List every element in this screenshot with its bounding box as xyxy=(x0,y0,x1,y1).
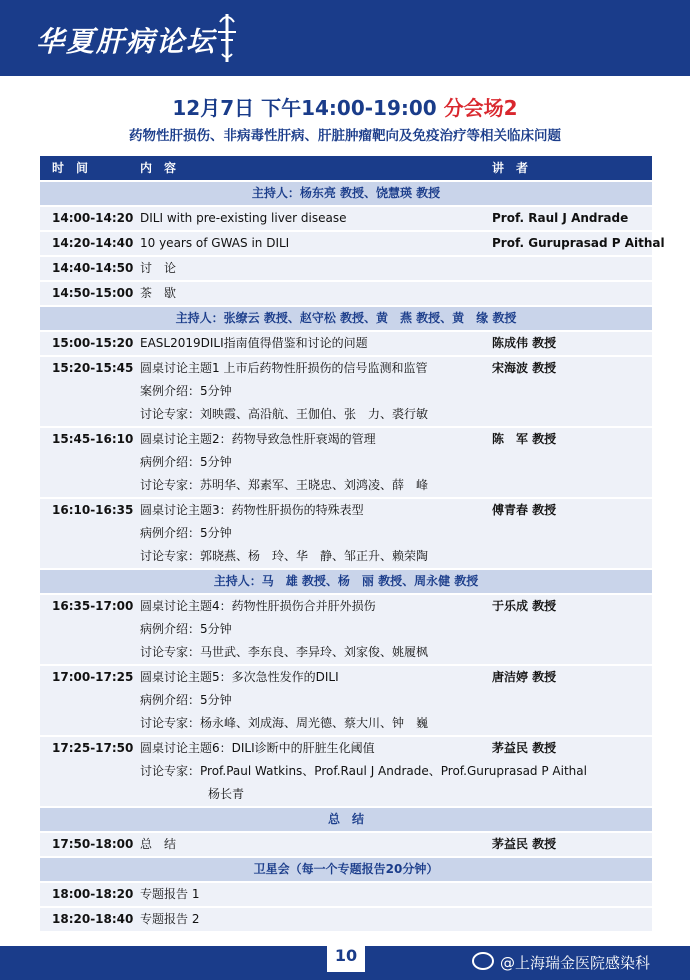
header-time: 时 间 xyxy=(52,161,89,175)
content-line: 讨论专家：苏明华、郑素军、王晓忠、刘鸿凌、薛 峰 xyxy=(140,478,429,492)
content-line: 圆桌讨论主题1 上市后药物性肝损伤的信号监测和监管 xyxy=(140,361,428,375)
content-line: 讨 论 xyxy=(140,261,177,275)
session-topic: 药物性肝损伤、非病毒性肝病、肝脏肿瘤靶向及免疫治疗等相关临床问题 xyxy=(129,128,561,144)
content-line: 病例介绍：5分钟 xyxy=(140,693,232,707)
session-headline xyxy=(0,92,690,121)
table-row xyxy=(40,833,652,856)
content-line: 杨长青 xyxy=(208,787,245,801)
table-row xyxy=(40,666,652,735)
content-line: 圆桌讨论主题6：DILI诊断中的肝脏生化阈值 xyxy=(140,741,375,755)
content-line: 讨论专家：马世武、李东良、李异玲、刘家俊、姚履枫 xyxy=(140,645,429,659)
watermark-text: @上海瑞金医院感染科 xyxy=(500,954,651,972)
row-content xyxy=(140,282,490,305)
row-time: 18:00-18:20 xyxy=(52,887,134,901)
row-time: 14:00-14:20 xyxy=(52,211,134,225)
row-time: 17:50-18:00 xyxy=(52,837,134,851)
page-number: 10 xyxy=(327,940,365,972)
host-band: 主持人：张缭云 教授、赵守松 教授、黄 燕 教授、黄 缘 教授 xyxy=(40,307,652,330)
content-line: 讨论专家：郭晓燕、杨 玲、华 静、邹正升、赖荣陶 xyxy=(140,549,429,563)
content-line: 总 结 xyxy=(140,837,177,851)
content-line: 病例介绍：5分钟 xyxy=(140,526,232,540)
row-speaker: 茅益民 教授 xyxy=(492,837,557,851)
content-line: 10 years of GWAS in DILI xyxy=(140,236,290,250)
row-content xyxy=(140,883,490,906)
table-row xyxy=(40,428,652,497)
row-content xyxy=(140,595,490,664)
content-line: 讨论专家：杨永峰、刘成海、周光德、蔡大川、钟 巍 xyxy=(140,716,429,730)
row-content xyxy=(140,357,490,426)
content-line: 圆桌讨论主题3：药物性肝损伤的特殊表型 xyxy=(140,503,364,517)
table-row xyxy=(40,207,652,230)
table-row xyxy=(40,282,652,305)
header-bar xyxy=(0,0,690,76)
content-line: EASL2019DILI指南值得借鉴和讨论的问题 xyxy=(140,336,368,350)
row-speaker xyxy=(492,257,652,280)
row-speaker: 陈 军 教授 xyxy=(492,432,557,446)
content-line: 讨论专家：Prof.Paul Watkins、Prof.Raul J Andrade、Prof.Guruprasad P Aithal xyxy=(140,764,587,778)
table-row xyxy=(40,883,652,906)
row-speaker: 陈成伟 教授 xyxy=(492,336,557,350)
row-content xyxy=(140,833,490,856)
table-row xyxy=(40,908,652,931)
host-band: 主持人：杨东亮 教授、饶慧瑛 教授 xyxy=(40,182,652,205)
row-speaker xyxy=(492,908,652,931)
row-time: 15:45-16:10 xyxy=(52,432,134,446)
row-content xyxy=(140,257,490,280)
host-band: 主持人：马 雄 教授、杨 丽 教授、周永健 教授 xyxy=(40,570,652,593)
row-content xyxy=(140,232,490,255)
forum-title: 华夏肝病论坛 xyxy=(36,25,217,58)
host-band: 卫星会（每一个专题报告20分钟） xyxy=(40,858,652,881)
host-band: 总 结 xyxy=(40,808,652,831)
table-row xyxy=(40,499,652,568)
row-speaker: Prof. Guruprasad P Aithal xyxy=(492,236,665,250)
row-time: 16:10-16:35 xyxy=(52,503,134,517)
row-content xyxy=(140,908,490,931)
row-time: 14:50-15:00 xyxy=(52,286,134,300)
content-line: 圆桌讨论主题2：药物导致急性肝衰竭的管理 xyxy=(140,432,376,446)
row-content xyxy=(140,332,490,355)
session-time: 下午14:00-19:00 xyxy=(261,96,437,120)
row-speaker xyxy=(492,282,652,305)
row-speaker: 傅青春 教授 xyxy=(492,503,557,517)
weibo-icon xyxy=(472,952,494,970)
content-line: 病例介绍：5分钟 xyxy=(140,455,232,469)
table-row xyxy=(40,257,652,280)
row-content xyxy=(140,666,490,735)
row-time: 14:20-14:40 xyxy=(52,236,134,250)
session-date: 12月7日 xyxy=(172,96,255,120)
session-venue: 分会场2 xyxy=(443,96,518,120)
row-time: 17:00-17:25 xyxy=(52,670,134,684)
row-speaker xyxy=(492,883,652,906)
row-time: 15:20-15:45 xyxy=(52,361,134,375)
header-speaker: 讲 者 xyxy=(492,161,529,175)
content-line: 讨论专家：刘映霞、高沿航、王伽伯、张 力、裘行敏 xyxy=(140,407,429,421)
table-row xyxy=(40,737,652,806)
content-line: 圆桌讨论主题4：药物性肝损伤合并肝外损伤 xyxy=(140,599,376,613)
content-line: 专题报告 2 xyxy=(140,912,200,926)
header-content: 内 容 xyxy=(140,161,177,175)
row-time: 15:00-15:20 xyxy=(52,336,134,350)
content-line: 圆桌讨论主题5：多次急性发作的DILI xyxy=(140,670,339,684)
row-speaker: 茅益民 教授 xyxy=(492,741,557,755)
table-row xyxy=(40,595,652,664)
row-speaker: 唐洁婷 教授 xyxy=(492,670,557,684)
table-row xyxy=(40,332,652,355)
row-time: 17:25-17:50 xyxy=(52,741,134,755)
row-speaker: 宋海波 教授 xyxy=(492,361,557,375)
row-content xyxy=(140,207,490,230)
row-content xyxy=(140,499,490,568)
row-time: 14:40-14:50 xyxy=(52,261,134,275)
table-row xyxy=(40,357,652,426)
table-row xyxy=(40,232,665,255)
content-line: 专题报告 1 xyxy=(140,887,200,901)
weibo-watermark xyxy=(472,952,650,973)
content-line: DILI with pre-existing liver disease xyxy=(140,211,347,225)
table-header-row xyxy=(40,156,652,180)
row-speaker: Prof. Raul J Andrade xyxy=(492,211,629,225)
row-speaker: 于乐成 教授 xyxy=(492,599,557,613)
row-content xyxy=(140,428,490,497)
content-line: 案例介绍：5分钟 xyxy=(140,384,232,398)
row-time: 16:35-17:00 xyxy=(52,599,134,613)
content-line: 茶 歇 xyxy=(140,286,177,300)
forum-logo-icon xyxy=(212,10,242,66)
content-line: 病例介绍：5分钟 xyxy=(140,622,232,636)
row-time: 18:20-18:40 xyxy=(52,912,134,926)
